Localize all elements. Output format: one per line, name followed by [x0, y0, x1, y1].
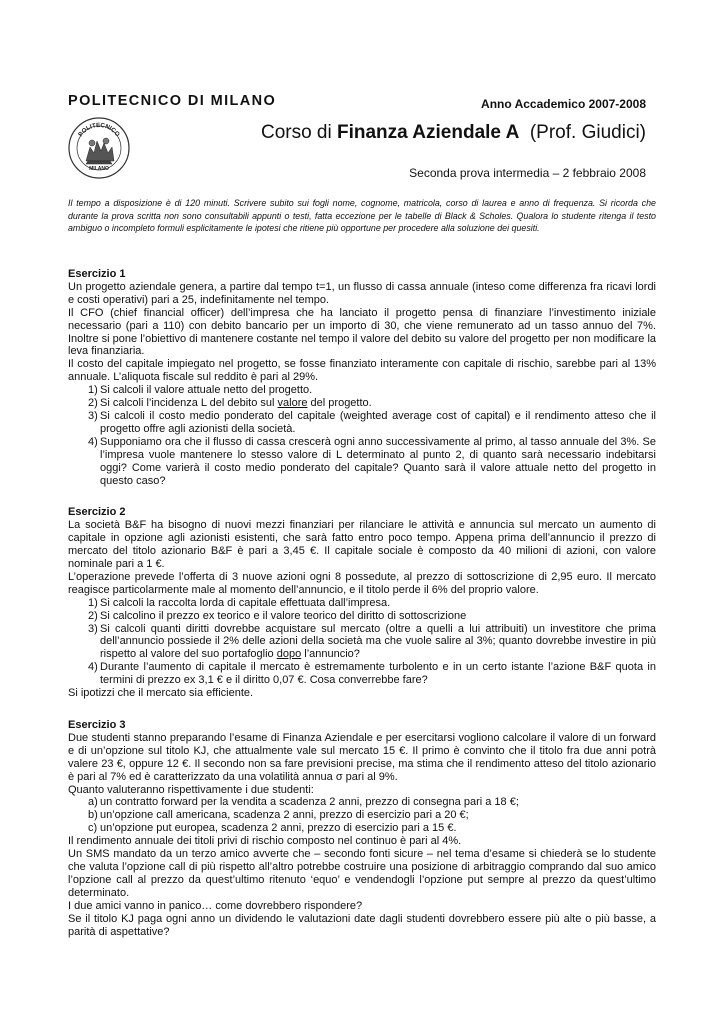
list-item-text: del progetto.: [307, 397, 372, 410]
list-item-text: un contratto forward per la vendita a scadenza 2 anni, prezzo di consegna pari a 18 €;: [100, 796, 519, 809]
list-item: [68, 597, 656, 610]
exam-subtitle: Seconda prova intermedia – 2 febbraio 2008: [409, 166, 646, 180]
list-item: [68, 610, 656, 623]
course-prefix: Corso di: [260, 122, 337, 143]
paragraph: Il CFO (chief financial officer) dell’impresa che ha lanciato il progetto pensa di finanziare l’investimento iniziale necessario (pari a 110) con debito bancario per un importo di 30, che viene remunerato ad un tasso annuo del 7%. Inoltre si pone l’obiettivo di mantenere costante nel tempo il valore del debito su valore del progetto per non modificare la leva finanziaria.: [68, 306, 656, 358]
paragraph: Un progetto aziendale genera, a partire dal tempo t=1, un flusso di cassa annuale (inteso come differenza fra ricavi lordi e costi operativi) pari a 25, indefinitamente nel tempo.: [68, 280, 656, 306]
university-seal-icon: [68, 117, 130, 179]
paragraph: Si ipotizzi che il mercato sia efficiente.: [68, 687, 254, 700]
list-marker: b): [88, 809, 98, 822]
list-item-text: Si calcoli il valore attuale netto del progetto.: [100, 384, 313, 397]
seal-top-text: POLITECNICO: [77, 121, 121, 139]
list-item-text: Si calcolino il prezzo ex teorico e il valore teorico del diritto di sottoscrizione: [100, 609, 467, 622]
list-item: [68, 397, 656, 410]
list-item-text: Durante l’aumento di capitale il mercato è estremamente turbolento e in un certo istante l’azione B&F quota in termini di prezzo ex 3,1 € e il diritto 0,07 €. Cosa converrebbe fare?: [100, 661, 656, 687]
list-item-text: Supponiamo ora che il flusso di cassa crescerà ogni anno successivamente al primo, al tasso annuale del 3%. Se l’impresa vuole mantenere lo stesso valore di L determinato al punto 2, di quanto sarà necessario indebitarsi oggi? Come varierà il costo medio ponderato del capitale? Quanto sarà il valore attuale netto del progetto in questo caso?: [100, 435, 656, 487]
question-list: [68, 597, 656, 687]
course-title: [261, 122, 646, 144]
list-item-text: Si calcoli il costo medio ponderato del capitale (weighted average cost of capital) e il rendimento atteso che il progetto offre agli azionisti della società.: [100, 409, 656, 435]
list-marker: a): [88, 796, 98, 809]
list-item: [68, 436, 656, 488]
list-item: [68, 822, 656, 835]
list-marker: 2): [88, 397, 98, 410]
paragraph: Quanto valuteranno rispettivamente i due studenti:: [68, 783, 314, 796]
list-item-text: un’opzione call americana, scadenza 2 anni, prezzo di esercizio pari a 20 €;: [100, 809, 469, 822]
list-item-text: Si calcoli la raccolta lorda di capitale effettuata dall’impresa.: [100, 596, 391, 609]
list-item: [68, 796, 656, 809]
list-marker: 4): [88, 435, 98, 448]
underlined-word: valore: [277, 397, 308, 410]
exercise-title: Esercizio 1: [68, 268, 126, 280]
question-list: [68, 796, 656, 835]
exercise-1: [68, 268, 656, 487]
list-item: [68, 809, 656, 822]
exercise-title: Esercizio 2: [68, 506, 126, 519]
exam-instructions: Il tempo a disposizione è di 120 minuti. Scrivere subito sui fogli nome, cognome, matricola, corso di laurea e anno di frequenza. Si ricorda che durante la prova scritta non sono consultabili appunti o testi, fatta eccezione per le tabelle di Black & Scholes. Qualora lo studente ritenga il testo ambiguo o incompleto formuli esplicitamente le ipotesi che ritiene più opportune per procedere alla soluzione dei quesiti.: [68, 198, 656, 233]
list-marker: 2): [88, 609, 98, 622]
list-marker: 4): [88, 661, 98, 674]
seal-bottom-text: MILANO: [89, 166, 109, 172]
course-name: Finanza Aziendale A: [337, 122, 520, 143]
paragraph: Il rendimento annuale dei titoli privi di rischio composto nel continuo è pari al 4%.: [68, 835, 462, 848]
paragraph: Se il titolo KJ paga ogni anno un dividendo le valutazioni date dagli studenti dovrebbero essere più alte o più basse, a parità di aspettative?: [68, 912, 656, 938]
list-marker: 1): [88, 596, 98, 609]
course-professor: (Prof. Giudici): [529, 122, 646, 143]
exercise-2: [68, 506, 656, 700]
list-item: [68, 410, 656, 436]
question-list: [68, 384, 656, 487]
list-marker: 3): [88, 622, 98, 635]
list-item: [68, 623, 656, 662]
list-item-text: Si calcoli quanti diritti dovrebbe acquistare sul mercato (oltre a quelli a lui attribuiti) un investitore che prima dell’annuncio possiede il 2% delle azioni della società ma che vuole salire al 3%; quanto dovrebbe investire in più rispetto al valore del suo portafoglio: [100, 622, 656, 661]
paragraph: L’operazione prevede l’offerta di 3 nuove azioni ogni 8 possedute, al prezzo di sottoscrizione di 2,95 euro. Il mercato reagisce particolarmente male al momento dell’annuncio, e il titolo perde il 6% del proprio valore.: [68, 570, 656, 596]
list-marker: 1): [88, 384, 98, 397]
list-item: [68, 384, 656, 397]
list-item: [68, 661, 656, 687]
paragraph: Un SMS mandato da un terzo amico avverte che – secondo fonti sicure – nel tema d’esame si chiederà se lo studente che valuta l’opzione call di più rispetto all’altro potrebbe costruire una posizione di arbitraggio comprando dal suo amico l’opzione call al prezzo da quest’ultimo ritenuto ‘equo’ e vendendogli l’opzione put sempre al prezzo da quest’ultimo determinato.: [68, 848, 656, 899]
underlined-word: dopo: [276, 648, 302, 661]
list-item-text: Si calcoli l’incidenza L del debito sul: [100, 397, 278, 410]
exercise-title: Esercizio 3: [68, 719, 126, 731]
list-item-text: un’opzione put europea, scadenza 2 anni, prezzo di esercizio pari a 15 €.: [100, 822, 457, 835]
academic-year: Anno Accademico 2007-2008: [481, 97, 646, 111]
list-marker: 3): [88, 409, 98, 422]
university-name: POLITECNICO DI MILANO: [68, 93, 277, 109]
list-item-text: l’annuncio?: [301, 648, 360, 661]
exercise-3: [68, 719, 656, 938]
paragraph: I due amici vanno in panico… come dovrebbero rispondere?: [68, 899, 363, 912]
paragraph: Il costo del capitale impiegato nel progetto, se fosse finanziato interamente con capitale di rischio, sarebbe pari al 13% annuale. L’aliquota fiscale sul reddito è pari al 29%.: [68, 358, 656, 384]
paragraph: Due studenti stanno preparando l’esame di Finanza Aziendale e per esercitarsi vogliono calcolare il valore di un forward e di un’opzione sul titolo KJ, che attualmente vale sul mercato 15 €. Il primo è convinto che il titolo fra due anni potrà valere 23 €, oppure 12 €. Il secondo non sa fare previsioni precise, ma stima che il rendimento atteso del titolo azionario è pari al 7% ed è caratterizzato da una volatilità annua σ pari al 9%.: [68, 731, 656, 783]
list-marker: c): [88, 822, 98, 835]
paragraph: La società B&F ha bisogno di nuovi mezzi finanziari per rilanciare le attività e annuncia sul mercato un aumento di capitale in opzione agli azionisti esistenti, che sarà fatto entro poco tempo. Appena prima dell’annuncio il prezzo di mercato del titolo azionario B&F è pari a 3,45 €. Il capitale sociale è composto da 40 milioni di azioni, con valore nominale pari a 1 €.: [68, 519, 656, 571]
exam-content: [68, 268, 656, 957]
